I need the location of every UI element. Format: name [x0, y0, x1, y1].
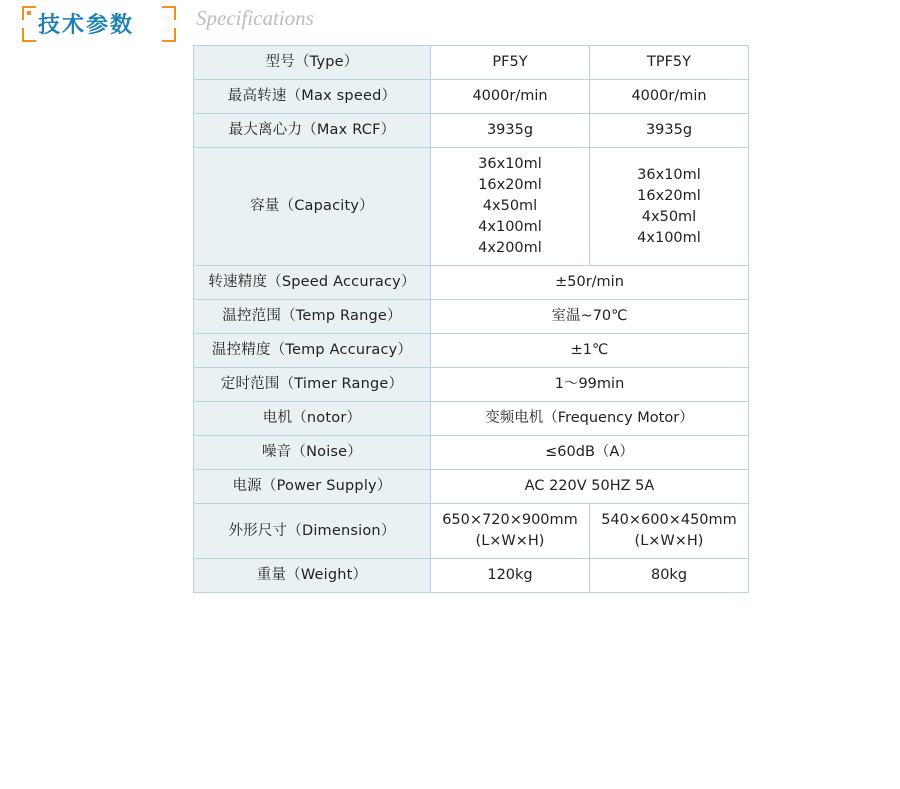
bracket-bottom-right-icon — [162, 28, 176, 42]
table-row — [194, 114, 749, 148]
table-cell-label: 型号（Type） — [194, 46, 431, 80]
table-cell-value-tpf5y — [590, 148, 749, 266]
table-row — [194, 402, 749, 436]
table-row — [194, 368, 749, 402]
table-cell-line: 540×600×450mm — [601, 512, 737, 529]
table-row — [194, 559, 749, 593]
table-cell-line: 4x100ml — [637, 229, 701, 246]
table-cell-label: 容量（Capacity） — [194, 148, 431, 266]
table-cell-value-pf5y — [431, 504, 590, 559]
specifications-table — [193, 45, 749, 593]
table-cell-line: 36x10ml — [637, 166, 701, 183]
table-row — [194, 300, 749, 334]
table-cell-line: 36x10ml — [478, 156, 542, 173]
table-cell-value-tpf5y: 4000r/min — [590, 80, 749, 114]
bracket-top-right-icon — [162, 6, 176, 20]
table-cell-value-tpf5y: TPF5Y — [590, 46, 749, 80]
specifications-table-body — [194, 46, 749, 593]
page-header — [0, 0, 900, 44]
table-cell-label: 最高转速（Max speed） — [194, 80, 431, 114]
table-cell-value-merged: ±50r/min — [431, 266, 749, 300]
table-row — [194, 470, 749, 504]
table-cell-line: 4x50ml — [482, 198, 538, 215]
table-cell-value-merged: ±1℃ — [431, 334, 749, 368]
table-cell-line: 4x50ml — [641, 208, 697, 225]
table-cell-value-pf5y — [431, 148, 590, 266]
table-cell-line: 4x200ml — [478, 240, 542, 257]
table-cell-value-merged: AC 220V 50HZ 5A — [431, 470, 749, 504]
table-cell-label: 转速精度（Speed Accuracy） — [194, 266, 431, 300]
table-cell-line: 16x20ml — [637, 187, 701, 204]
table-cell-value-merged: 室温~70℃ — [431, 300, 749, 334]
table-cell-value-tpf5y: 3935g — [590, 114, 749, 148]
table-cell-label: 噪音（Noise） — [194, 436, 431, 470]
page-title-en: Specifications — [196, 6, 314, 30]
table-cell-label: 最大离心力（Max RCF） — [194, 114, 431, 148]
table-cell-label: 电机（notor） — [194, 402, 431, 436]
table-row — [194, 80, 749, 114]
title-decoration — [22, 6, 172, 40]
table-cell-label: 外形尺寸（Dimension） — [194, 504, 431, 559]
table-cell-value-pf5y: 120kg — [431, 559, 590, 593]
table-cell-label: 电源（Power Supply） — [194, 470, 431, 504]
specifications-table-wrapper — [193, 45, 737, 593]
table-row — [194, 148, 749, 266]
table-cell-value-pf5y: 4000r/min — [431, 80, 590, 114]
bracket-dot-icon — [27, 11, 31, 15]
page-title-cn: 技术参数 — [38, 13, 135, 38]
table-cell-label: 温控精度（Temp Accuracy） — [194, 334, 431, 368]
table-cell-line: 650×720×900mm — [442, 512, 578, 529]
table-cell-line: (L×W×H) — [475, 533, 545, 550]
table-cell-line: (L×W×H) — [634, 533, 704, 550]
table-cell-line: 4x100ml — [478, 219, 542, 236]
bracket-bottom-left-icon — [22, 28, 36, 42]
table-cell-value-pf5y: 3935g — [431, 114, 590, 148]
table-row — [194, 266, 749, 300]
table-row — [194, 46, 749, 80]
table-row — [194, 334, 749, 368]
table-row — [194, 504, 749, 559]
table-cell-value-pf5y: PF5Y — [431, 46, 590, 80]
table-cell-label: 重量（Weight） — [194, 559, 431, 593]
table-cell-value-tpf5y: 80kg — [590, 559, 749, 593]
table-cell-line: 16x20ml — [478, 177, 542, 194]
table-cell-value-merged: 1～99min — [431, 368, 749, 402]
table-row — [194, 436, 749, 470]
bracket-top-left-icon — [22, 6, 36, 20]
table-cell-value-merged: 变频电机（Frequency Motor） — [431, 402, 749, 436]
table-cell-value-tpf5y — [590, 504, 749, 559]
table-cell-label: 温控范围（Temp Range） — [194, 300, 431, 334]
table-cell-label: 定时范围（Timer Range） — [194, 368, 431, 402]
table-cell-value-merged: ≤60dB（A） — [431, 436, 749, 470]
